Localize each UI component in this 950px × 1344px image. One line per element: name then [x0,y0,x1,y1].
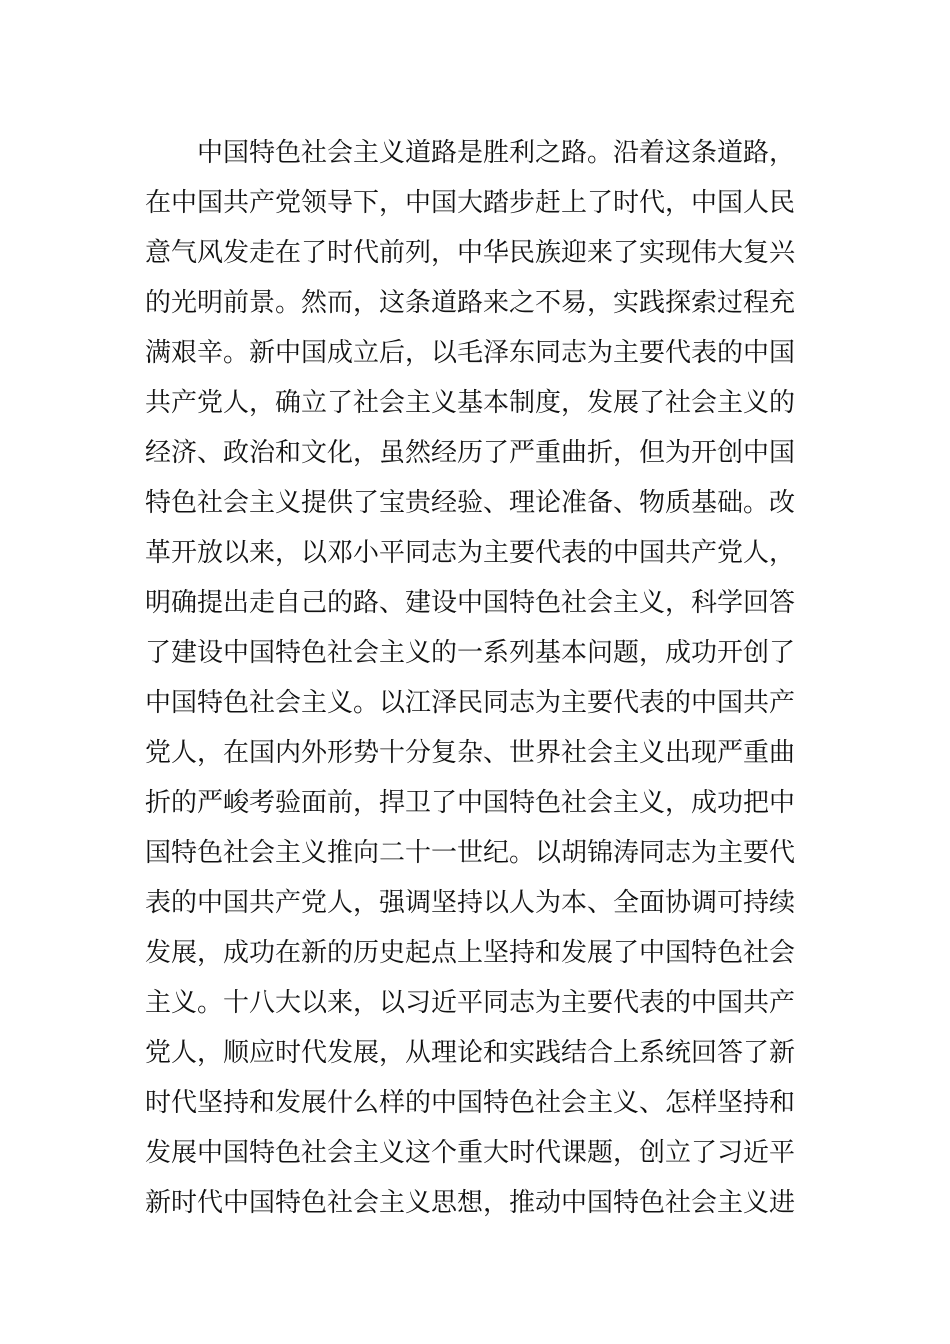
paragraph-line: 党人，在国内外形势十分复杂、世界社会主义出现严重曲 [145,738,796,768]
paragraph-line: 主义。十八大以来，以习近平同志为主要代表的中国共产 [145,988,796,1018]
paragraph-line: 中国特色社会主义道路是胜利之路。沿着这条道路， [197,138,796,168]
paragraph-line: 发展，成功在新的历史起点上坚持和发展了中国特色社会 [145,938,796,968]
paragraph-line: 了建设中国特色社会主义的一系列基本问题，成功开创了 [145,638,796,668]
paragraph-line: 满艰辛。新中国成立后，以毛泽东同志为主要代表的中国 [145,338,796,368]
body-paragraph [145,128,796,1228]
paragraph-line: 共产党人，确立了社会主义基本制度，发展了社会主义的 [145,388,796,418]
paragraph-line: 表的中国共产党人，强调坚持以人为本、全面协调可持续 [145,888,796,918]
paragraph-line: 国特色社会主义推向二十一世纪。以胡锦涛同志为主要代 [145,838,796,868]
paragraph-line: 党人，顺应时代发展，从理论和实践结合上系统回答了新 [145,1038,796,1068]
paragraph-line: 发展中国特色社会主义这个重大时代课题，创立了习近平 [145,1138,796,1168]
paragraph-line: 的光明前景。然而，这条道路来之不易，实践探索过程充 [145,288,796,318]
paragraph-line: 特色社会主义提供了宝贵经验、理论准备、物质基础。改 [145,488,796,518]
paragraph-line: 经济、政治和文化，虽然经历了严重曲折，但为开创中国 [145,438,796,468]
paragraph-line: 折的严峻考验面前，捍卫了中国特色社会主义，成功把中 [145,788,796,818]
paragraph-line: 时代坚持和发展什么样的中国特色社会主义、怎样坚持和 [145,1088,796,1118]
paragraph-line: 明确提出走自己的路、建设中国特色社会主义，科学回答 [145,588,796,618]
paragraph-line: 意气风发走在了时代前列，中华民族迎来了实现伟大复兴 [145,238,796,268]
paragraph-line: 中国特色社会主义。以江泽民同志为主要代表的中国共产 [145,688,796,718]
paragraph-line: 在中国共产党领导下，中国大踏步赶上了时代，中国人民 [145,188,796,218]
paragraph-line: 革开放以来，以邓小平同志为主要代表的中国共产党人， [145,538,796,568]
paragraph-line: 新时代中国特色社会主义思想，推动中国特色社会主义进 [145,1188,796,1218]
